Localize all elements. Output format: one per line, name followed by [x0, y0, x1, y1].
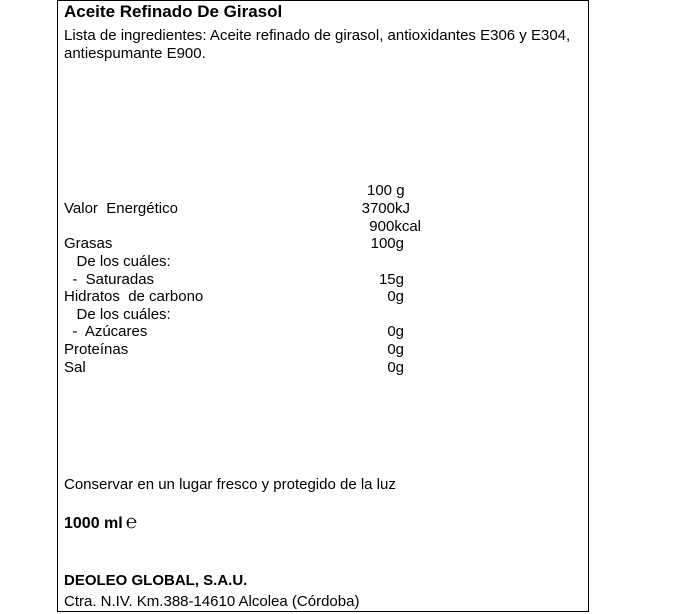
- nutrition-value-carbs: 0g: [387, 288, 404, 305]
- nutrition-label-saturated: - Saturadas: [64, 271, 155, 288]
- ingredients-list: Lista de ingredientes: Aceite refinado de girasol, antioxidantes E306 y E304, antiespumante E900.: [64, 27, 571, 62]
- storage-instructions: Conservar en un lugar fresco y protegido de la luz: [64, 476, 396, 493]
- product-title: Aceite Refinado De Girasol: [64, 2, 283, 21]
- nutrition-value-fat: 100g: [370, 235, 404, 252]
- nutrition-value-salt: 0g: [387, 359, 404, 376]
- estimated-sign-icon: ℮: [125, 512, 138, 533]
- nutrition-label-energy: Valor Energético: [64, 200, 178, 217]
- nutrition-label-salt: Sal: [64, 359, 86, 376]
- company-name: DEOLEO GLOBAL, S.A.U.: [64, 572, 248, 589]
- nutrition-per-header: 100 g: [367, 182, 405, 199]
- nutrition-value-saturated: 15g: [378, 271, 404, 288]
- nutrition-value-energy-kj: 3700kJ: [361, 200, 410, 217]
- nutrition-label-of-which-2: De los cuáles:: [64, 306, 171, 323]
- nutrition-label-carbs: Hidratos de carbono: [64, 288, 204, 305]
- net-volume: [64, 513, 137, 535]
- company-address: Ctra. N.IV. Km.388-14610 Alcolea (Córdoba): [64, 593, 360, 610]
- nutrition-label-protein: Proteínas: [64, 341, 129, 358]
- nutrition-label-of-which-1: De los cuáles:: [64, 253, 171, 270]
- nutrition-label-sugars: - Azúcares: [64, 323, 148, 340]
- volume-amount: 1000 ml: [64, 515, 123, 532]
- nutrition-label-fat: Grasas: [64, 235, 113, 252]
- nutrition-value-protein: 0g: [387, 341, 404, 358]
- nutrition-value-sugars: 0g: [387, 323, 404, 340]
- nutrition-value-energy-kcal: 900kcal: [369, 218, 421, 235]
